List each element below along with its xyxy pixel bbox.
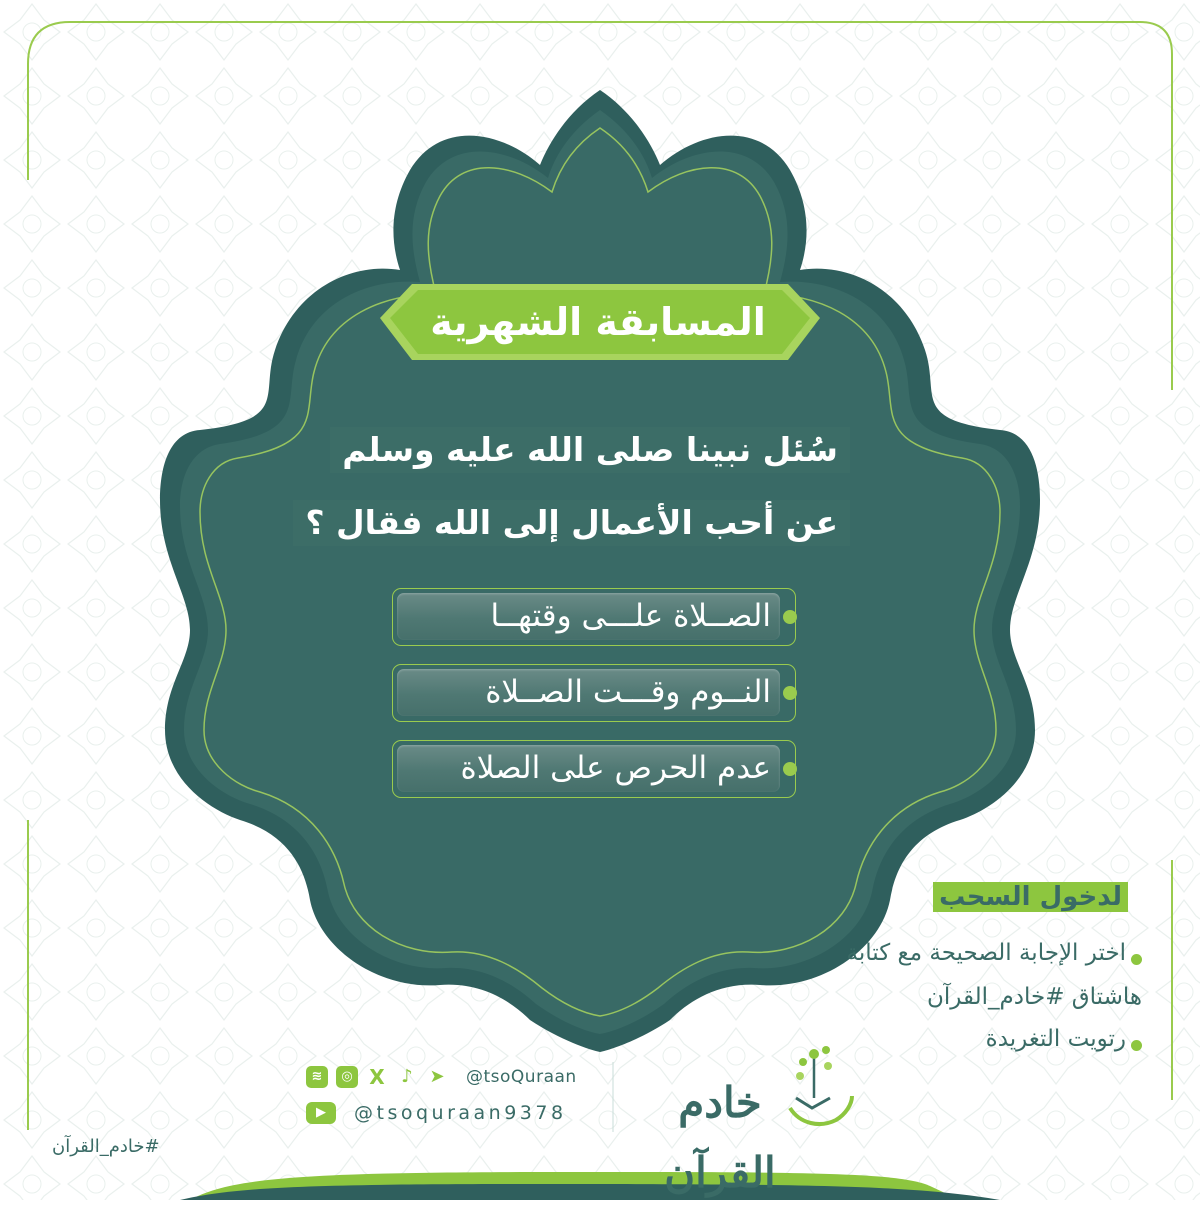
footer-hashtag: #خادم_القرآن [52,1136,160,1157]
social-row-youtube [306,1102,567,1124]
bullet-dot-icon [1131,1040,1142,1051]
answer-option-label: الصــلاة علـــى وقتهــا [490,598,771,634]
youtube-handle[interactable]: @tsoquraan9378 [354,1102,567,1124]
youtube-icon[interactable]: ▶ [306,1102,336,1124]
draw-entry-title: لدخول السحب [933,882,1128,912]
draw-step-1-line-1: اختر الإجابة الصحيحة مع كتابة [846,940,1126,966]
tiktok-icon[interactable]: ♪ [401,1066,413,1087]
answer-option-2[interactable] [392,664,796,722]
spotify-icon[interactable]: ≋ [306,1066,328,1088]
instagram-icon[interactable]: ◎ [336,1066,358,1088]
question-line-2: عن أحب الأعمال إلى الله فقال ؟ [293,500,850,546]
bullet-dot-icon [783,610,797,624]
question-line-1: سُئل نبينا صلى الله عليه وسلم [330,427,850,473]
competition-title: المسابقة الشهرية [430,300,766,344]
answer-option-label: عدم الحرص على الصلاة [460,750,771,786]
x-icon[interactable]: X [369,1065,385,1089]
social-handle[interactable]: @tsoQuraan [466,1067,577,1087]
answer-option-3[interactable] [392,740,796,798]
bullet-dot-icon [783,686,797,700]
telegram-icon[interactable]: ➤ [429,1066,445,1087]
draw-step-1-line-2: هاشتاق #خادم_القرآن [927,984,1142,1010]
draw-step-2: رتويت التغريدة [985,1026,1126,1052]
bullet-dot-icon [1131,954,1142,965]
bullet-dot-icon [783,762,797,776]
answer-option-label: النــوم وقـــت الصــلاة [485,674,771,710]
logo-wordmark: خادم القرآن [664,1078,776,1197]
answer-option-1[interactable] [392,588,796,646]
social-row-main [306,1066,577,1088]
